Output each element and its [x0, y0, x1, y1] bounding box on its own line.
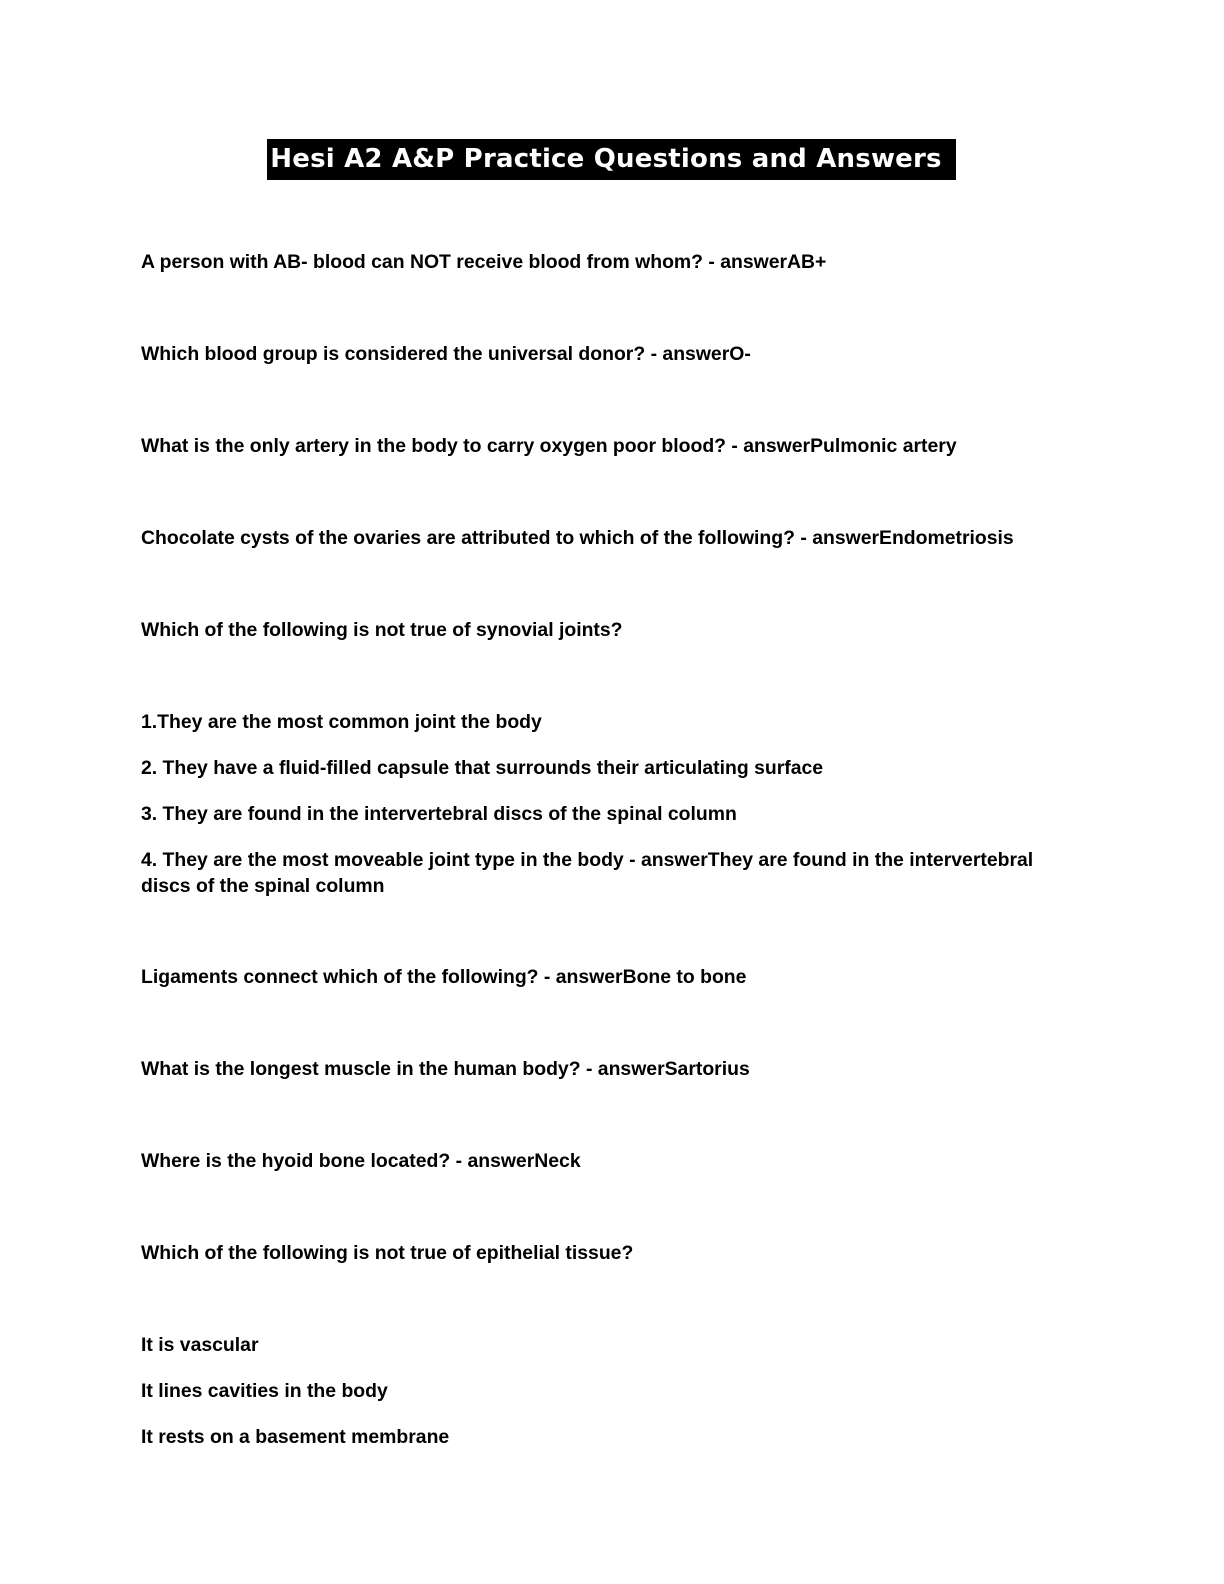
option-answer-line: 4. They are the most moveable joint type in the body - answerThey are found in the intervertebral discs of the spinal column [141, 849, 1034, 897]
qa-line: What is the longest muscle in the human body? - answerSartorius [141, 1058, 750, 1080]
option-line: 3. They are found in the intervertebral discs of the spinal column [141, 803, 737, 825]
qa-line: Chocolate cysts of the ovaries are attributed to which of the following? - answerEndometriosis [141, 527, 1014, 549]
option-line: It rests on a basement membrane [141, 1426, 450, 1448]
option-line: 1.They are the most common joint the body [141, 711, 542, 733]
qa-line: Which blood group is considered the universal donor? - answerO- [141, 343, 751, 365]
qa-line: What is the only artery in the body to carry oxygen poor blood? - answerPulmonic artery [141, 435, 957, 457]
question-line: Which of the following is not true of synovial joints? [141, 619, 623, 641]
question-line: Which of the following is not true of epithelial tissue? [141, 1242, 634, 1264]
document-title: Hesi A2 A&P Practice Questions and Answers [267, 139, 955, 180]
option-line: It lines cavities in the body [141, 1380, 388, 1402]
qa-line: Ligaments connect which of the following? - answerBone to bone [141, 966, 747, 988]
qa-line: A person with AB- blood can NOT receive blood from whom? - answerAB+ [141, 251, 827, 273]
qa-line: Where is the hyoid bone located? - answerNeck [141, 1150, 581, 1172]
option-line: It is vascular [141, 1334, 259, 1356]
option-line: 2. They have a fluid-filled capsule that surrounds their articulating surface [141, 757, 824, 779]
title-container [0, 139, 1224, 180]
